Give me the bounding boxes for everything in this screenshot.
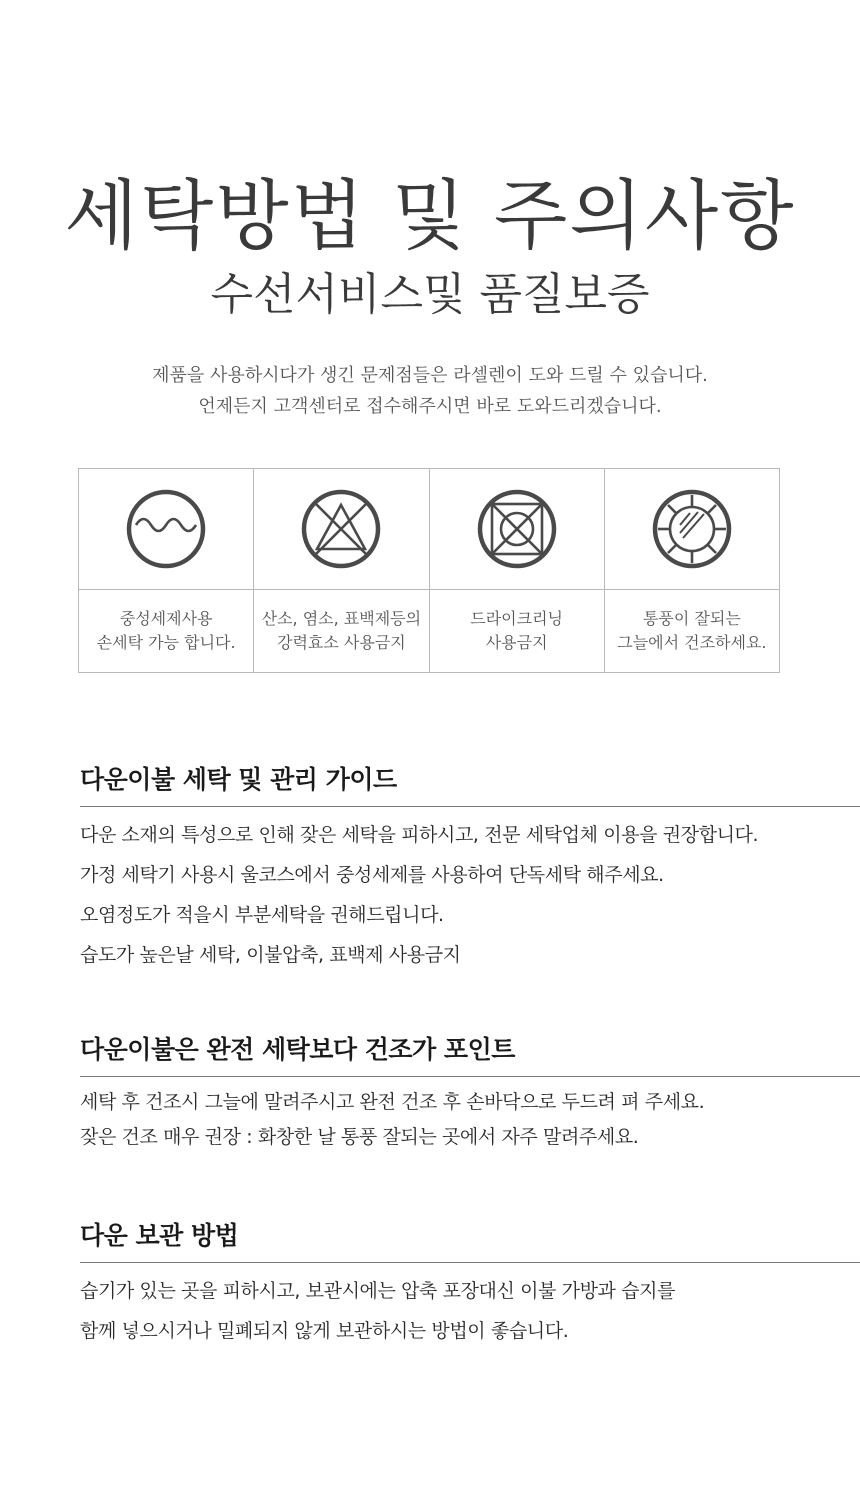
section-divider <box>80 1262 860 1263</box>
care-cell-hand-wash <box>79 469 253 672</box>
care-label: 중성세제사용 <box>119 609 213 628</box>
care-label: 강력효소 사용금지 <box>277 633 406 652</box>
intro-text <box>0 360 860 422</box>
section-title: 다운 보관 방법 <box>80 1221 239 1250</box>
section-wash-guide <box>80 762 860 975</box>
guide-line: 가정 세탁기 사용시 울코스에서 중성세제를 사용하여 단독세탁 해주세요. <box>80 864 664 886</box>
guide-line: 함께 넣으시거나 밀폐되지 않게 보관하시는 방법이 좋습니다. <box>80 1320 569 1342</box>
guide-line: 습기가 있는 곳을 피하시고, 보관시에는 압축 포장대신 이불 가방과 습지를 <box>80 1280 676 1302</box>
section-divider <box>80 1076 860 1077</box>
care-label: 그늘에서 건조하세요. <box>617 633 767 652</box>
guide-line: 습도가 높은날 세탁, 이불압축, 표백제 사용금지 <box>80 944 461 966</box>
no-bleach-icon <box>299 487 383 571</box>
care-cell-no-bleach <box>253 469 428 672</box>
section-divider <box>80 806 860 807</box>
page-title: 세탁방법 및 주의사항 <box>64 171 796 260</box>
section-title: 다운이불은 완전 세탁보다 건조가 포인트 <box>80 1035 515 1064</box>
guide-line: 다운 소재의 특성으로 인해 잦은 세탁을 피하시고, 전문 세탁업체 이용을 권장합니다. <box>80 824 759 846</box>
intro-line: 제품을 사용하시다가 생긴 문제점들은 라셀렌이 도와 드릴 수 있습니다. <box>152 365 708 386</box>
guide-line: 오염정도가 적을시 부분세탁을 권해드립니다. <box>80 904 444 926</box>
section-storage-guide <box>80 1218 860 1351</box>
care-label: 손세탁 가능 합니다. <box>96 633 236 652</box>
intro-line: 언제든지 고객센터로 접수해주시면 바로 도와드리겠습니다. <box>198 396 662 417</box>
care-label: 통풍이 잘되는 <box>642 609 741 628</box>
care-label: 드라이크리닝 <box>470 609 563 628</box>
section-title: 다운이불 세탁 및 관리 가이드 <box>80 765 397 794</box>
no-dry-clean-icon <box>475 487 559 571</box>
care-label: 산소, 염소, 표백제등의 <box>261 609 422 628</box>
page-subtitle: 수선서비스및 품질보증 <box>210 269 650 320</box>
guide-line: 잦은 건조 매우 권장 : 화창한 날 통풍 잘되는 곳에서 자주 말려주세요. <box>80 1126 639 1148</box>
shade-dry-icon <box>650 487 734 571</box>
care-symbol-table <box>78 468 780 673</box>
care-cell-shade-dry <box>604 469 779 672</box>
section-drying-guide <box>80 1032 860 1155</box>
hand-wash-icon <box>124 487 208 571</box>
care-cell-no-dry-clean <box>429 469 604 672</box>
care-label: 사용금지 <box>485 633 548 652</box>
guide-line: 세탁 후 건조시 그늘에 말려주시고 완전 건조 후 손바닥으로 두드려 펴 주세요. <box>80 1091 705 1113</box>
